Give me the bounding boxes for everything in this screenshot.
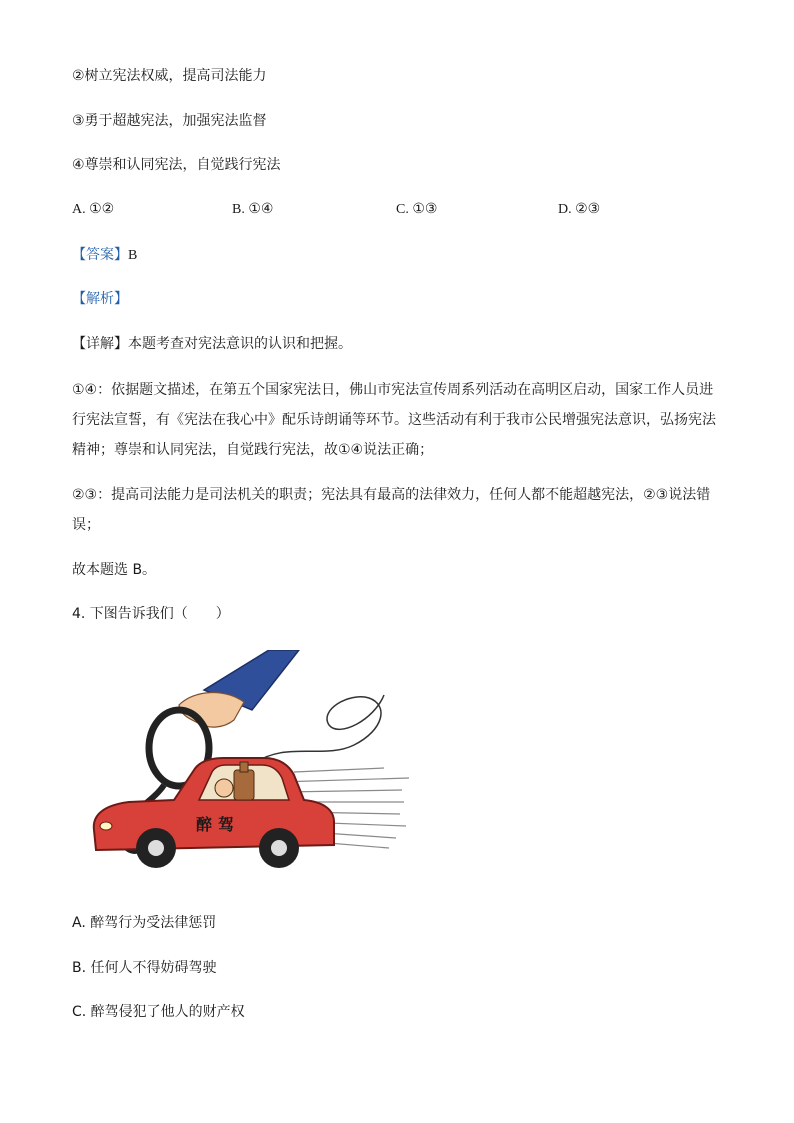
exhaust-swirl [252,695,384,765]
rear-wheel [259,828,299,868]
answer-tag: 【答案】 [72,247,128,263]
detail-tag: 【详解】 [72,336,128,352]
analysis-paragraph-2: ②③：提高司法能力是司法机关的职责；宪法具有最高的法律效力，任何人都不能超越宪法，②③说法错误； [72,487,711,533]
answer-line [72,245,137,266]
statement-2: ②树立宪法权威，提高司法能力 [72,68,267,84]
q4-option-c: C. 醉驾侵犯了他人的财产权 [72,1004,245,1020]
q3-option-d: D. ②③ [558,202,601,217]
conclusion: 故本题选 B。 [72,562,157,578]
drunk-driving-cartoon [84,650,414,880]
car-label: 醉驾 [196,815,241,834]
q3-option-b: B. ①④ [232,202,274,217]
q4-option-b: B. 任何人不得妨碍驾驶 [72,960,217,976]
answer-value: B [128,248,138,263]
q3-option-a: A. ①② [72,202,115,217]
front-wheel [136,828,176,868]
driver-head [215,779,233,797]
detail-line [72,334,352,354]
bottle [234,770,254,800]
q4-option-a: A. 醉驾行为受法律惩罚 [72,915,217,931]
detail-text: 本题考查对宪法意识的认识和把握。 [128,336,352,352]
q3-option-c: C. ①③ [396,202,438,217]
question-4-stem: 4. 下图告诉我们（ ） [72,606,230,622]
analysis-tag: 【解析】 [72,291,128,307]
analysis-paragraph-1: ①④：依据题文描述，在第五个国家宪法日，佛山市宪法宣传周系列活动在高明区启动，国家工作人员进行宪法宣誓，有《宪法在我心中》配乐诗朗诵等环节。这些活动有利于我市公民增强宪法意识，弘扬宪法精神；尊崇和认同宪法，自觉践行宪法，故①④说法正确； [72,382,716,458]
statement-3: ③勇于超越宪法，加强宪法监督 [72,113,267,129]
statement-4: ④尊崇和认同宪法，自觉践行宪法 [72,157,281,173]
